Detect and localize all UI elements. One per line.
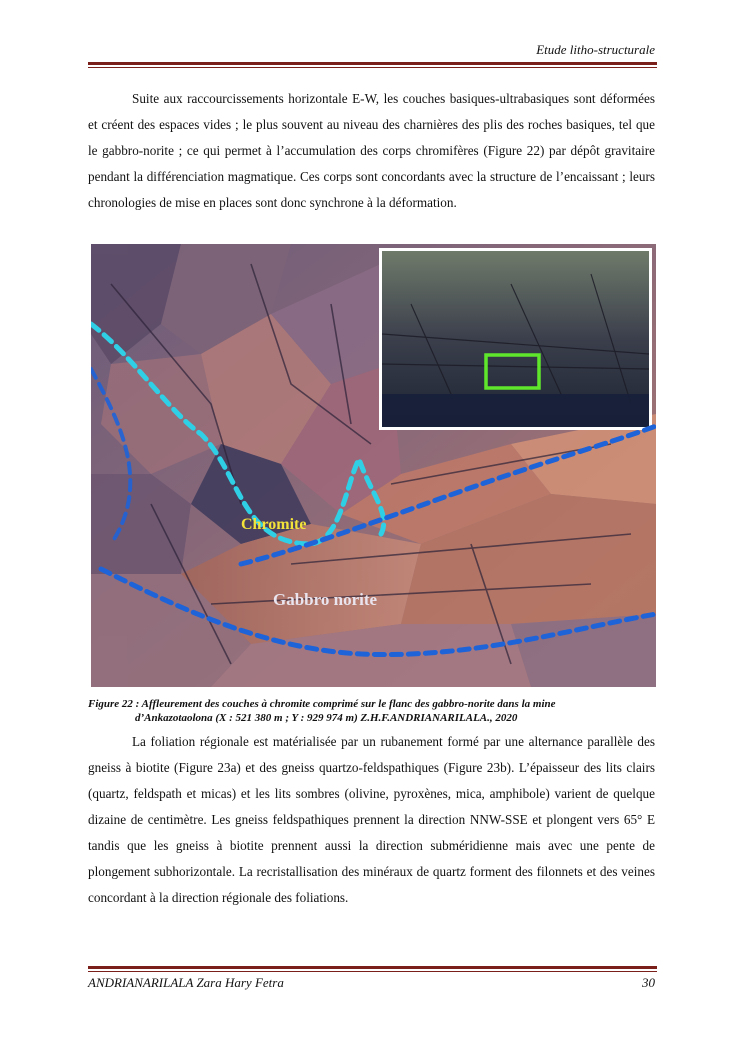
header-rule-thick [88,62,657,65]
inset-photo [379,248,652,430]
header-rule-thin [88,67,657,68]
header-title: Etude litho-structurale [536,42,655,57]
footer-author: ANDRIANARILALA Zara Hary Fetra [88,975,284,990]
caption-line-2: d’Ankazotaolona (X : 521 380 m ; Y : 929 974 m) Z.H.F.ANDRIANARILALA., 2020 [135,712,518,724]
footer-rule-thin [88,971,657,972]
paragraph-1: Suite aux raccourcissements horizontale E-W, les couches basiques-ultrabasiques sont déformées et créent des espaces vides ; le plus souvent au niveau des charnières des plis des roches basiques, tel que le gabbro-norite ; ce qui permet à l’accumulation des corps chromifères (Figure 22) par dépôt gravitaire pendant la différenciation magmatique. Ces corps sont concordants avec la structure de l’encaissant ; leurs chronologies de mise en places sont donc synchrone à la déformation. [88,91,655,210]
footer-rule-thick [88,966,657,969]
gabbro-norite-label: Gabbro norite [273,590,378,609]
paragraph-2: La foliation régionale est matérialisée par un rubanement formé par une alternance parallèle des gneiss à biotite (Figure 23a) et des gneiss quartzo-feldspathiques (Figure 23b). L’épaisseur des lits clairs (quartz, feldspath et micas) et les lits sombres (olivine, pyroxènes, mica, amphibole) varient de quelque dizaine de centimètre. Les gneiss feldspathiques prennent la direction NNW-SSE et plongent vers 65° E tandis que les gneiss à biotite prennent aussi la direction subméridienne mais avec une pente de plongement subhorizontale. La recristallisation des minéraux de quartz forment des filonnets et des veines concordant à la direction régionale des foliations. [88,734,655,905]
page-number: 30 [642,975,655,990]
figure-caption [88,697,655,725]
chromite-label: Chromite [241,516,307,533]
caption-line-1: Figure 22 : Affleurement des couches à chromite comprimé sur le flanc des gabbro-norite dans la mine [88,698,556,710]
outcrop-photo [91,244,656,687]
